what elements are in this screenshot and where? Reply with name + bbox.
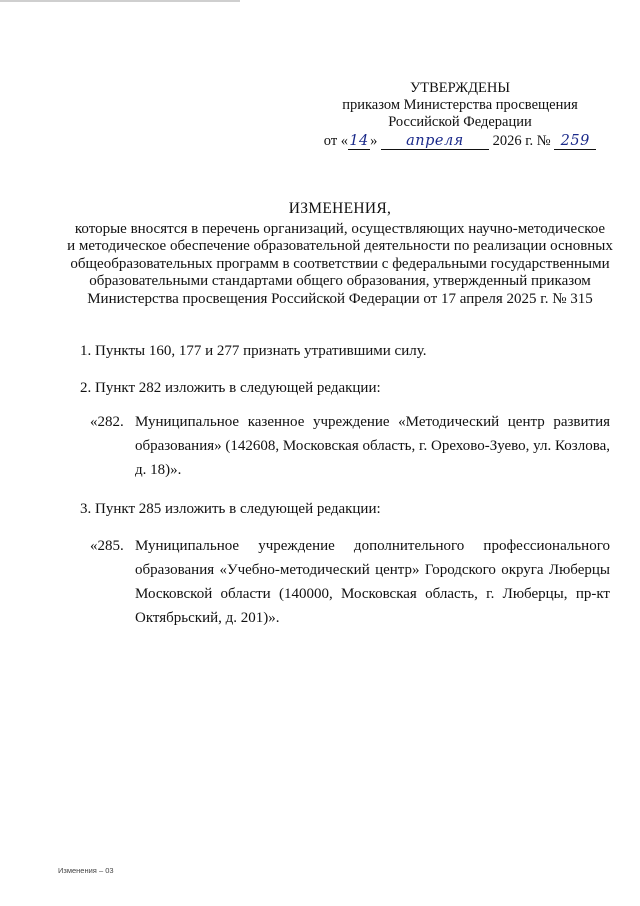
heading-title: ИЗМЕНЕНИЯ, <box>288 200 392 217</box>
list-item-3: 3. Пункт 285 изложить в следующей редакции: <box>80 501 381 517</box>
clause-text: Муниципальное казенное учреждение «Методический центр развития образования» (142608, Московская область, г. Орехово-Зуево, ул. Козлова, д. 18)». <box>135 414 610 478</box>
approval-line-2: Российской Федерации <box>388 114 532 130</box>
list-item-2: 2. Пункт 282 изложить в следующей редакции: <box>80 380 381 396</box>
date-prefix: от « <box>323 133 349 149</box>
handwritten-day: 14 <box>349 133 369 149</box>
list-item-1: 1. Пункты 160, 177 и 277 признать утратившими силу. <box>80 343 427 359</box>
approval-title: УТВЕРЖДЕНЫ <box>409 80 511 96</box>
clause-number: «282. <box>90 414 124 430</box>
approval-date-line <box>300 133 620 155</box>
quoted-clause-285 <box>90 534 610 630</box>
handwritten-month: апреля <box>381 133 489 150</box>
approval-line-1: приказом Министерства просвещения <box>342 97 578 113</box>
clause-text: Муниципальное учреждение дополнительного профессионального образования «Учебно-методический центр» Городского округа Люберцы Московской области (140000, Московская область, г. Люберцы, пр-кт Октябрьский, д. 201)». <box>135 538 610 626</box>
page-footer: Изменения – 03 <box>58 866 114 875</box>
heading-line-3: общеобразовательных программ в соответствии с федеральными государственными <box>70 255 610 272</box>
heading-line-2: и методическое обеспечение образовательной деятельности по реализации основных <box>67 238 613 254</box>
heading-line-1: которые вносятся в перечень организаций, осуществляющих научно-методическое <box>74 220 606 237</box>
approval-block <box>300 80 620 155</box>
date-quote-close: » <box>370 133 378 149</box>
heading-line-5: Министерства просвещения Российской Федерации от 17 апреля 2025 г. № 315 <box>87 290 593 307</box>
clause-number: «285. <box>90 538 124 554</box>
scan-edge-mark <box>0 0 240 2</box>
quoted-clause-282 <box>90 410 610 482</box>
handwritten-number: 259 <box>554 133 596 150</box>
heading-line-4: образовательными стандартами общего образования, утвержденный приказом <box>89 273 591 289</box>
year-text: 2026 г. № <box>492 133 551 149</box>
changes-heading <box>40 200 640 308</box>
